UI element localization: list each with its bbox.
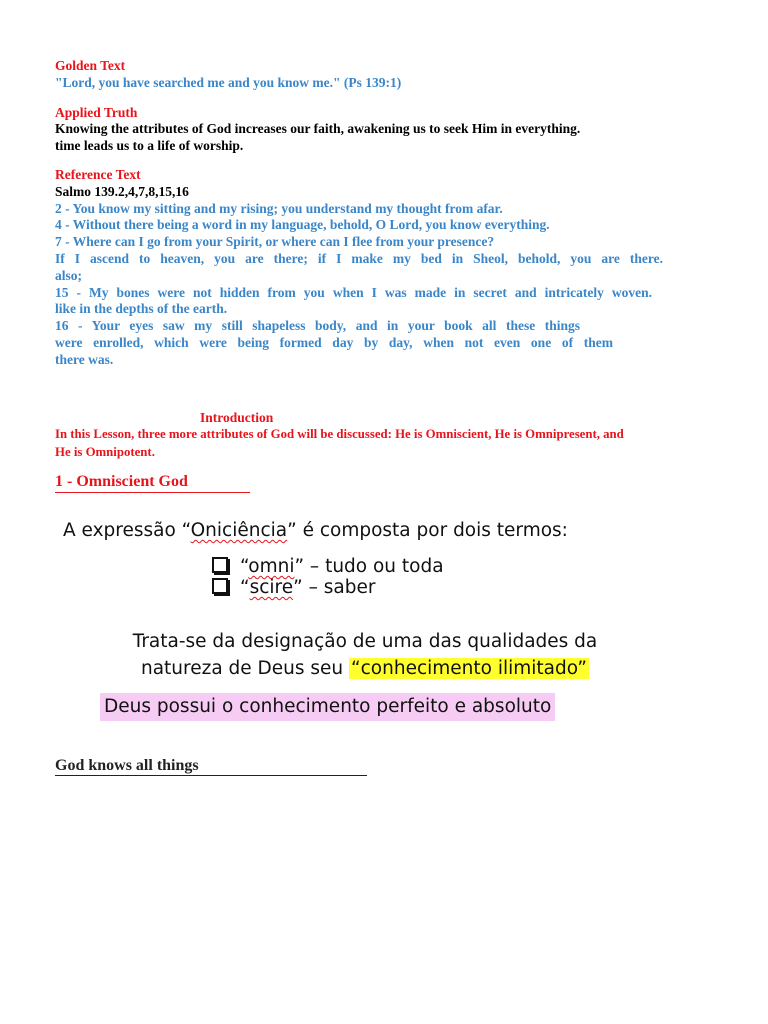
- verse-line: like in the depths of the earth.: [55, 301, 228, 317]
- applied-truth-line-2: time leads us to a life of worship.: [55, 138, 244, 154]
- subsection-heading: God knows all things: [55, 757, 367, 776]
- verse-line: 4 - Without there being a word in my language, behold, O Lord, you know everything.: [55, 217, 550, 233]
- checkbox-bullet-icon: [212, 578, 228, 594]
- lesson-document: [55, 58, 663, 493]
- slide-title-word: Oniciência: [190, 520, 288, 541]
- verse-line: 15 - My bones were not hidden from you when I was made in secret and intricately woven.: [55, 284, 652, 300]
- slide-paragraph-line-2: natureza de Deus seu “conhecimento ilimitado”: [140, 658, 588, 679]
- reference-text-label: Reference Text: [55, 166, 141, 182]
- embedded-slide-image: [55, 512, 655, 732]
- slide-paragraph-line-1: Trata-se da designação de uma das qualidades da: [132, 631, 598, 652]
- introduction-title: Introduction: [200, 409, 274, 425]
- slide-title-after: ” é composta por dois termos:: [287, 520, 568, 541]
- verse-line: If I ascend to heaven, you are there; if I make my bed in Sheol, behold, you are there.: [55, 250, 663, 266]
- applied-truth-label: Applied Truth: [55, 104, 138, 120]
- verse-line: 16 - Your eyes saw my still shapeless body, and in your book all these things: [55, 318, 580, 334]
- bullet-meaning: ” – tudo ou toda: [294, 556, 444, 577]
- verse-line: were enrolled, which were being formed day by day, when not even one of them: [55, 334, 613, 350]
- introduction-line-1: In this Lesson, three more attributes of God will be discussed: He is Omniscient, He is Omnipresent, and: [55, 427, 624, 442]
- slide-pink-banner: Deus possui o conhecimento perfeito e absoluto: [100, 693, 555, 721]
- checkbox-bullet-icon: [212, 557, 228, 573]
- verse-line: 7 - Where can I go from your Spirit, or where can I flee from your presence?: [55, 234, 495, 250]
- bullet-term: omni: [248, 556, 295, 577]
- slide-title-before: A expressão “: [63, 520, 191, 541]
- slide-bullet: “scire” – saber: [212, 577, 375, 598]
- applied-truth-line-1: Knowing the attributes of God increases our faith, awakening us to seek Him in everything.: [55, 121, 581, 137]
- highlighted-phrase: “conhecimento ilimitado”: [351, 658, 588, 679]
- bullet-term: scire: [249, 577, 294, 598]
- verse-line: also;: [55, 267, 82, 283]
- reference-text-source: Salmo 139.2,4,7,8,15,16: [55, 183, 189, 199]
- slide-title-line: [63, 520, 568, 541]
- introduction-line-2: He is Omnipotent.: [55, 444, 155, 459]
- golden-text-verse: "Lord, you have searched me and you know me." (Ps 139:1): [55, 74, 402, 90]
- slide-bullet: “omni” – tudo ou toda: [212, 556, 444, 577]
- golden-text-label: Golden Text: [55, 58, 126, 73]
- section-heading-omniscient: 1 - Omniscient God: [55, 472, 250, 493]
- verse-line: there was.: [55, 351, 114, 367]
- slide-paragraph: [95, 628, 635, 682]
- bullet-meaning: ” – saber: [293, 577, 376, 598]
- verse-line: 2 - You know my sitting and my rising; you understand my thought from afar.: [55, 200, 503, 216]
